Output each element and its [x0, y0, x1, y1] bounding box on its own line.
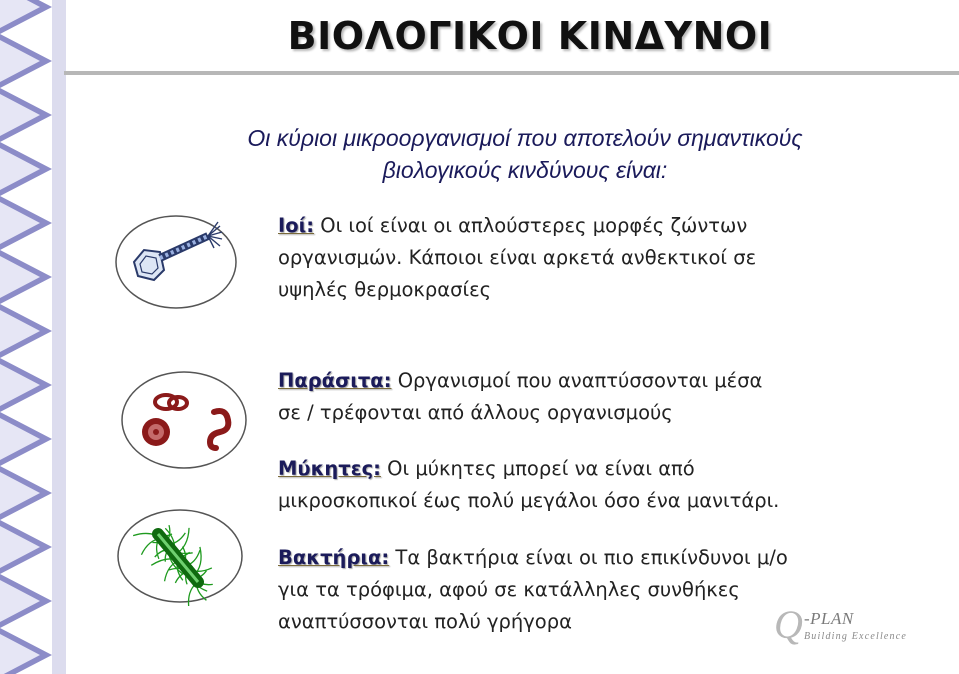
- logo-mark: Q: [774, 602, 803, 647]
- parasite-illustration: [118, 368, 250, 472]
- parasite-term: Παράσιτα:: [278, 369, 392, 392]
- bacteria-term: Βακτήρια:: [278, 546, 390, 569]
- parasite-description: [278, 365, 762, 429]
- fungi-description: [278, 453, 779, 517]
- intro-text: [170, 122, 880, 186]
- fungi-text-line-1: Οι μύκητες μπορεί να είναι από: [380, 457, 695, 480]
- fungi-text-line-2: μικροσκοπικοί έως πολύ μεγάλοι όσο ένα μανιτάρι.: [278, 489, 780, 512]
- bacteria-text-line-3: αναπτύσσονται πολύ γρήγορα: [278, 610, 572, 633]
- virus-illustration: [112, 212, 240, 312]
- bacteria-description: [278, 542, 788, 638]
- left-decorative-band: [0, 0, 66, 674]
- intro-line-1: Οι κύριοι μικροοργανισμοί που αποτελούν σημαντικούς: [247, 125, 803, 151]
- page-title: ΒΙΟΛΟΓΙΚΟΙ ΚΙΝΔΥΝΟΙ: [287, 14, 773, 58]
- virus-text-line-2: οργανισμών. Κάποιοι είναι αρκετά ανθεκτικοί σε: [278, 246, 757, 269]
- bacteria-text-line-1: Τα βακτήρια είναι οι πιο επικίνδυνοι μ/ο: [389, 546, 788, 569]
- logo-tagline: Building Excellence: [804, 631, 908, 642]
- virus-text-line-1: Οι ιοί είναι οι απλούστερες μορφές ζώντων: [314, 214, 748, 237]
- virus-description: [278, 210, 756, 306]
- intro-line-2: βιολογικούς κινδύνους είναι:: [382, 157, 668, 183]
- virus-term: Ιοί:: [278, 214, 315, 237]
- fungi-term: Μύκητες:: [278, 457, 381, 480]
- bacteria-text-line-2: για τα τρόφιμα, αφού σε κατάλληλες συνθήκες: [278, 578, 740, 601]
- virus-text-line-3: υψηλές θερμοκρασίες: [278, 278, 492, 301]
- title-divider: [64, 71, 959, 75]
- parasite-text-line-1: Οργανισμοί που αναπτύσσονται μέσα: [391, 369, 763, 392]
- fungi-illustration: [114, 506, 246, 606]
- parasite-text-line-2: σε / τρέφονται από άλλους οργανισμούς: [278, 401, 673, 424]
- qplan-logo: [772, 603, 932, 648]
- logo-name: -PLAN: [804, 609, 854, 628]
